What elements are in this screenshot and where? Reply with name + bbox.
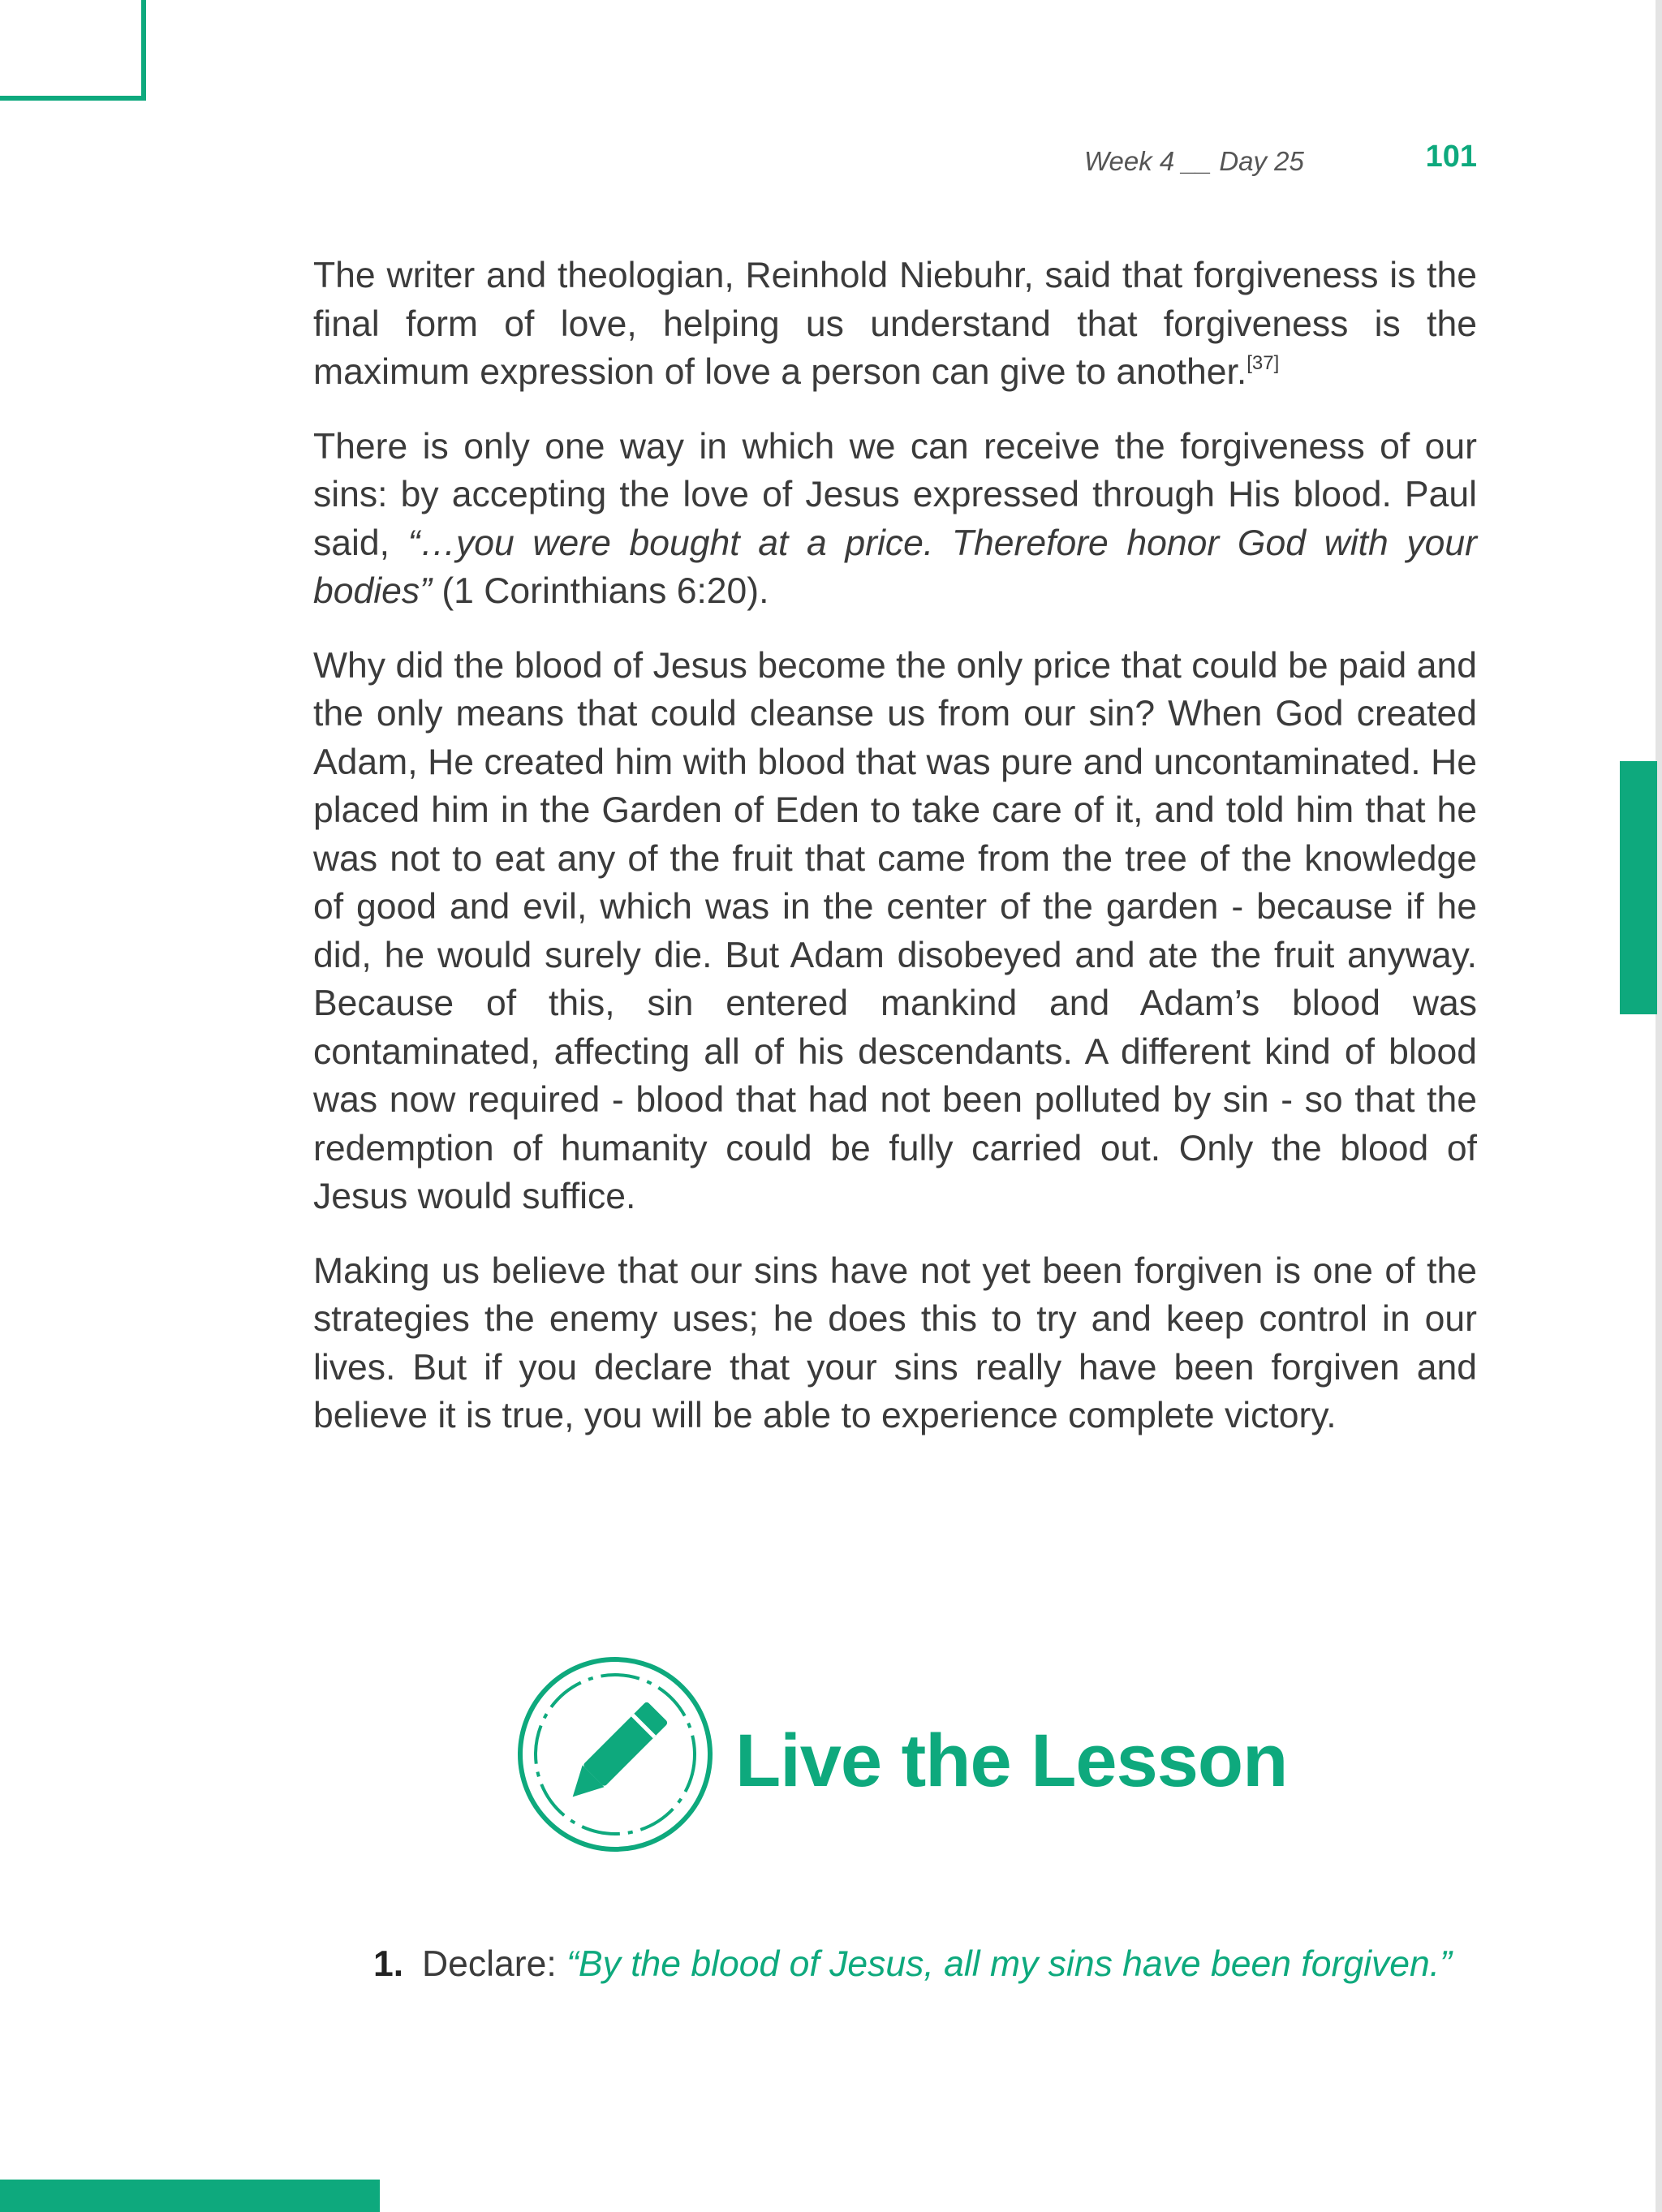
paragraph bbox=[313, 1247, 1477, 1440]
paragraph bbox=[313, 642, 1477, 1221]
pencil-icon bbox=[516, 1655, 714, 1853]
step-quote: “By the blood of Jesus, all my sins have been forgiven.” bbox=[566, 1944, 1452, 1984]
action-steps bbox=[373, 1939, 1477, 1989]
running-header bbox=[893, 140, 1477, 188]
corner-decoration bbox=[0, 0, 146, 101]
step-label: Declare: bbox=[422, 1944, 567, 1984]
footnote-ref: [37] bbox=[1246, 352, 1280, 374]
step-number: 1. bbox=[373, 1944, 404, 1984]
section-label: Week 4 __ Day 25 bbox=[1084, 146, 1304, 176]
body-text bbox=[313, 252, 1477, 1466]
paragraph bbox=[313, 252, 1477, 397]
page-number: 101 bbox=[1425, 140, 1477, 174]
text-run: There is only one way in which we can receive the forgiveness of our sins: by accepting the love of Jesus expressed through His blood. Paul said, bbox=[313, 426, 1477, 563]
text-run: (1 Corinthians 6:20). bbox=[431, 571, 769, 611]
chapter-tab-marker bbox=[1620, 761, 1657, 1014]
page-edge bbox=[1656, 0, 1662, 2212]
text-run: The writer and theologian, Reinhold Niebuhr, said that forgiveness is the final form of love, helping us understand that forgiveness is the maximum expression of love a person can give to another. bbox=[313, 256, 1477, 392]
lesson-title: Live the Lesson bbox=[735, 1719, 1288, 1802]
scripture-quote: “…you were bought at a price. Therefore honor God with your bodies” bbox=[313, 523, 1477, 611]
lesson-heading bbox=[516, 1655, 1328, 1858]
paragraph bbox=[313, 423, 1477, 616]
footer-bar bbox=[0, 2180, 380, 2212]
list-item bbox=[373, 1939, 1477, 1989]
text-run: Making us believe that our sins have not yet been forgiven is one of the strategies the enemy uses; he does this to try and keep control in our lives. But if you declare that your sins really have been forgiven and believe it is true, you will be able to experience complete victory. bbox=[313, 1250, 1477, 1435]
text-run: Why did the blood of Jesus become the only price that could be paid and the only means that could cleanse us from our sin? When God created Adam, He created him with blood that was pure and uncontaminated. He placed him in the Garden of Eden to take care of it, and told him that he was not to eat any of the fruit that came from the tree of the knowledge of good and evil, which was in the center of the garden - because if he did, he would surely die. But Adam disobeyed and ate the fruit anyway. Because of this, sin entered mankind and Adam’s blood was contaminated, affecting all of his descendants. A different kind of blood was now required - blood that had not been polluted by sin - so that the redemption of humanity could be fully carried out. Only the blood of Jesus would suffice. bbox=[313, 645, 1477, 1216]
